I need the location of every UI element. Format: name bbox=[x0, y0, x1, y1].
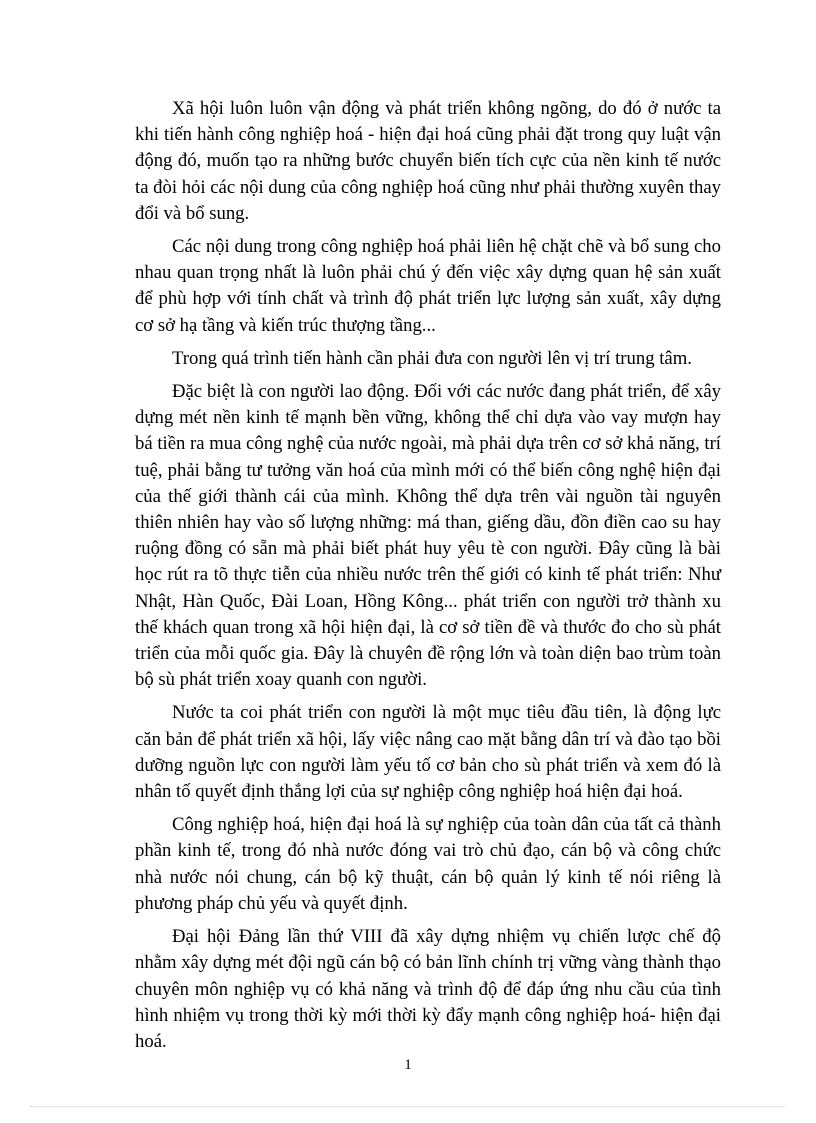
document-body bbox=[135, 96, 721, 1062]
paragraph: Xã hội luôn luôn vận động và phát triển không ngõng, do đó ở nước ta khi tiến hành công nghiệp hoá - hiện đại hoá cũng phải đặt trong quy luật vận động đó, muốn tạo ra những bước chuyển biến tích cực của nền kinh tế nước ta đòi hỏi các nội dung của công nghiệp hoá cũng như phải thường xuyên thay đổi và bổ sung. bbox=[135, 98, 721, 224]
paragraph: Đại hội Đảng lần thứ VIII đã xây dựng nhiệm vụ chiến lược chế độ nhằm xây dựng mét đội ngũ cán bộ có bản lĩnh chính trị vững vàng thành thạo chuyên môn nghiệp vụ có khả năng và trình độ để đáp ứng nhu cầu của tình hình nhiệm vụ trong thời kỳ mới thời kỳ đẩy mạnh công nghiệp hoá- hiện đại hoá. bbox=[135, 926, 721, 1052]
page-edge-divider bbox=[30, 1106, 786, 1107]
paragraph: Đặc biệt là con người lao động. Đối với các nước đang phát triển, để xây dựng mét nền kinh tế mạnh bền vững, không thể chỉ dựa vào vay mượn hay bá tiền ra mua công nghệ của nước ngoài, mà phải dựa trên cơ sở khả năng, trí tuệ, phải bằng tư tưởng văn hoá của mình mới có thể biến công nghệ hiện đại của thế giới thành cái của mình. Không thể dựa trên vài nguồn tài nguyên thiên nhiên hay vào số lượng những: má than, giếng dầu, đồn điền cao su hay ruộng đồng có sẵn mà phải biết phát huy yêu tè con người. Đây cũng là bài học rút ra tõ thực tiễn của nhiều nước trên thế giới có kinh tế phát triển: Như Nhật, Hàn Quốc, Đài Loan, Hồng Kông... phát triển con người trở thành xu thế khách quan trong xã hội hiện đại, là cơ sở tiền đề và thước đo cho sù phát triển của mỗi quốc gia. Đây là chuyên đề rộng lớn và toàn diện bao trùm toàn bộ sù phát triển xoay quanh con người. bbox=[135, 381, 721, 691]
paragraph: Các nội dung trong công nghiệp hoá phải liên hệ chặt chẽ và bổ sung cho nhau quan trọng nhất là luôn phải chú ý đến việc xây dựng quan hệ sản xuất để phù hợp với tính chất và trình độ phát triển lực lượng sản xuất, xây dựng cơ sở hạ tầng và kiến trúc thượng tầng... bbox=[135, 236, 721, 336]
page-number: 1 bbox=[404, 1057, 412, 1073]
paragraph: Trong quá trình tiến hành cần phải đưa con người lên vị trí trung tâm. bbox=[172, 347, 692, 369]
paragraph: Công nghiệp hoá, hiện đại hoá là sự nghiệp của toàn dân của tất cả thành phần kinh tế, trong đó nhà nước đóng vai trò chủ đạo, cán bộ và công chức nhà nước nói chung, cán bộ kỹ thuật, cán bộ quản lý kinh tế nói riêng là phương pháp chủ yếu và quyết định. bbox=[135, 814, 721, 914]
paragraph: Nước ta coi phát triển con người là một mục tiêu đầu tiên, là động lực căn bản để phát triển xã hội, lấy việc nâng cao mặt bằng dân trí và đào tạo bồi dưỡng nguồn lực con người làm yếu tố cơ bản cho sù phát triển và xem đó là nhân tố quyết định thắng lợi của sự nghiệp công nghiệp hoá hiện đại hoá. bbox=[135, 702, 721, 803]
